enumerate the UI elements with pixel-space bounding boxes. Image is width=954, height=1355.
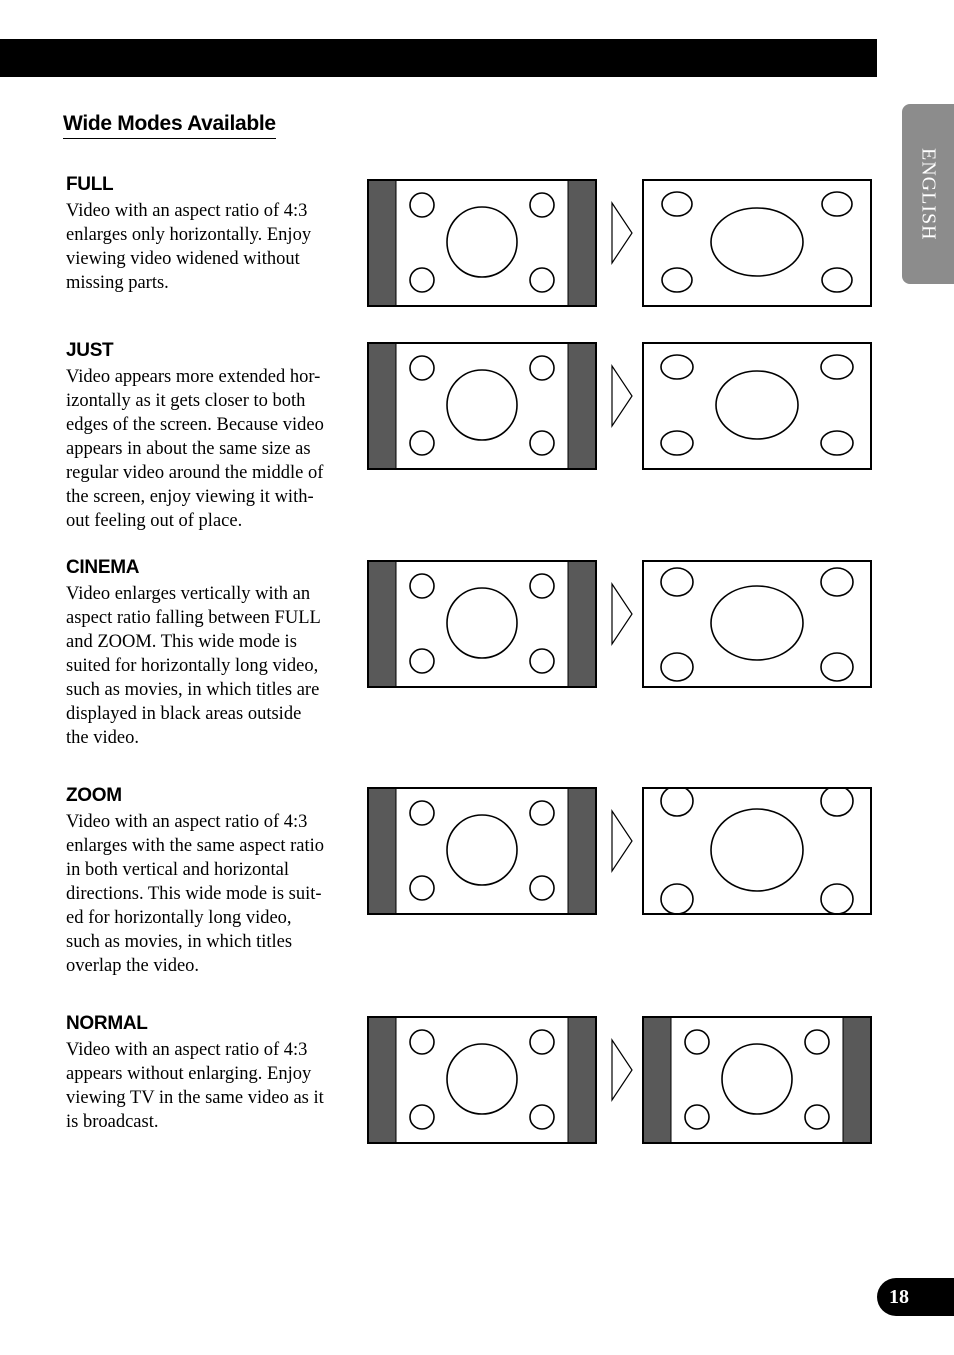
- source-4x3-screen: [368, 180, 596, 306]
- mode-full: [66, 174, 356, 295]
- left-side-band: [369, 789, 396, 913]
- header-bar: [0, 39, 877, 77]
- screen-frame: [643, 343, 871, 469]
- mode-heading: CINEMA: [66, 557, 140, 578]
- right-side-band: [843, 1018, 870, 1142]
- mode-heading: NORMAL: [66, 1013, 148, 1034]
- screen-frame: [643, 561, 871, 687]
- source-4x3-screen: [368, 788, 596, 914]
- full-mode-illustration: [366, 179, 874, 309]
- cinema-mode-illustration: [366, 560, 874, 690]
- result-wide-screen: [643, 561, 871, 687]
- language-tab-label: ENGLISH: [917, 147, 940, 241]
- page-number-tab: [877, 1278, 954, 1316]
- arrow-icon: [612, 203, 632, 263]
- mode-heading: FULL: [66, 174, 114, 195]
- left-side-band: [369, 181, 396, 305]
- language-tab: [902, 104, 954, 284]
- right-side-band: [568, 562, 595, 686]
- mode-zoom: [66, 785, 356, 978]
- normal-mode-illustration: [366, 1016, 874, 1146]
- screen-frame: [368, 180, 596, 306]
- mode-heading: JUST: [66, 340, 114, 361]
- mode-description: Video appears more extended hor- izontally as it gets closer to both edges of the screen. Because video appears in about the same size as regular video around the middle of the screen, enjoy viewing it with- out feeling out of place.: [66, 367, 324, 531]
- illustration-svg: [366, 1016, 874, 1146]
- screen-frame: [643, 180, 871, 306]
- screen-frame: [368, 788, 596, 914]
- arrow-icon: [612, 366, 632, 426]
- result-wide-screen: [643, 180, 871, 306]
- result-wide-screen: [643, 343, 871, 469]
- result-wide-screen: [643, 1017, 871, 1143]
- right-side-band: [568, 789, 595, 913]
- illustration-svg: [366, 342, 874, 472]
- mode-just: [66, 340, 356, 533]
- right-side-band: [568, 344, 595, 468]
- source-4x3-screen: [368, 343, 596, 469]
- zoom-mode-illustration: [366, 787, 874, 917]
- page-title: Wide Modes Available: [63, 112, 276, 139]
- arrow-icon: [612, 1040, 632, 1100]
- left-side-band: [644, 1018, 671, 1142]
- left-side-band: [369, 562, 396, 686]
- screen-frame: [643, 1017, 871, 1143]
- illustration-svg: [366, 560, 874, 690]
- arrow-icon: [612, 811, 632, 871]
- screen-frame: [368, 561, 596, 687]
- right-side-band: [568, 181, 595, 305]
- right-side-band: [568, 1018, 595, 1142]
- screen-frame: [368, 343, 596, 469]
- source-4x3-screen: [368, 1017, 596, 1143]
- screen-frame: [368, 1017, 596, 1143]
- just-mode-illustration: [366, 342, 874, 472]
- mode-heading: ZOOM: [66, 785, 122, 806]
- left-side-band: [369, 344, 396, 468]
- mode-normal: [66, 1013, 356, 1134]
- mode-description: Video enlarges vertically with an aspect ratio falling between FULL and ZOOM. This wide mode is suited for horizontally long video, such as movies, in which titles are displayed in black areas outside the video.: [66, 584, 321, 748]
- page-number: 18: [889, 1286, 909, 1308]
- illustration-svg: [366, 787, 874, 917]
- source-4x3-screen: [368, 561, 596, 687]
- illustration-svg: [366, 179, 874, 309]
- mode-description: Video with an aspect ratio of 4:3 enlarges only horizontally. Enjoy viewing video widened without missing parts.: [66, 201, 312, 293]
- mode-cinema: [66, 557, 356, 750]
- mode-description: Video with an aspect ratio of 4:3 appears without enlarging. Enjoy viewing TV in the same video as it is broadcast.: [66, 1040, 324, 1132]
- result-wide-screen: [643, 787, 871, 914]
- left-side-band: [369, 1018, 396, 1142]
- arrow-icon: [612, 584, 632, 644]
- mode-description: Video with an aspect ratio of 4:3 enlarges with the same aspect ratio in both vertical and horizontal directions. This wide mode is suit- ed for horizontally long video, such as movies, in which titles overlap the video.: [66, 812, 325, 976]
- screen-frame: [643, 788, 871, 914]
